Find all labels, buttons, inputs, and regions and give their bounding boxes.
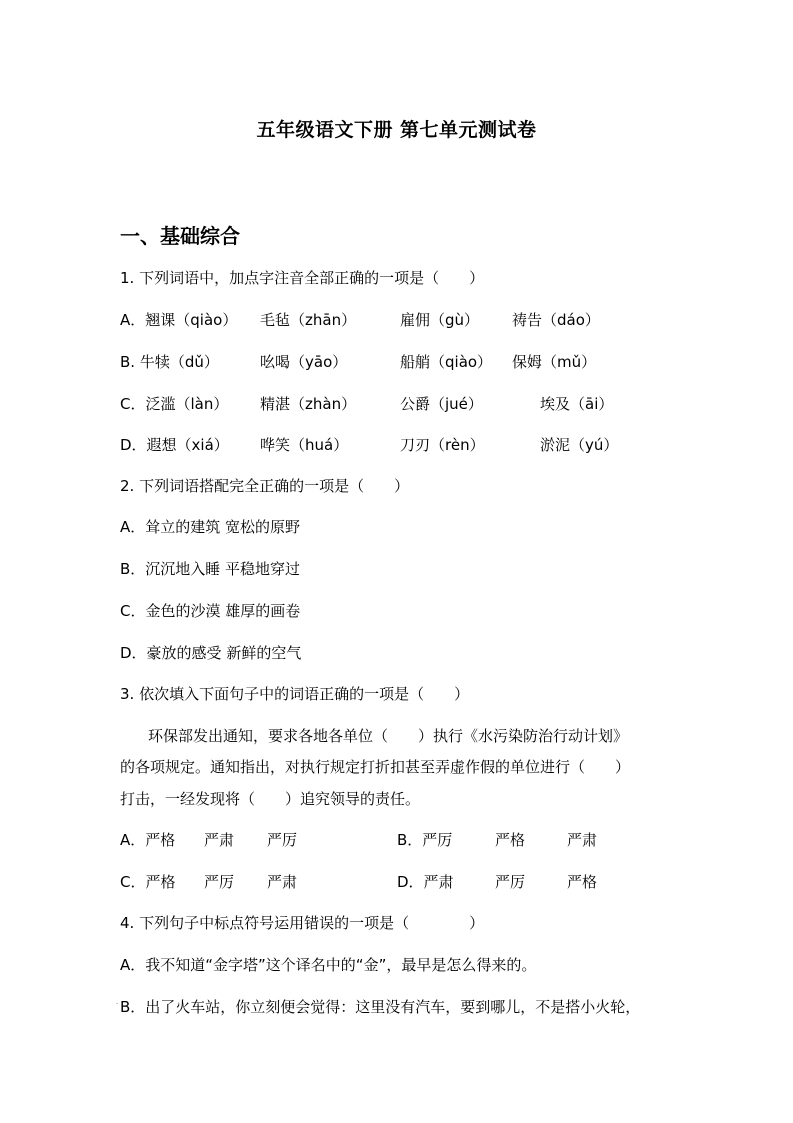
option-text: 埃及（āi） (540, 395, 614, 413)
option-text: 精湛（zhàn） (260, 395, 357, 413)
question-3-passage-line: 的各项规定。通知指出，对执行规定打折扣甚至弄虚作假的单位进行（ ） (120, 758, 631, 776)
question-1-row-c (120, 394, 720, 414)
question-2-option-c: C．金色的沙漠 雄厚的画卷 (120, 602, 301, 620)
question-4-option-a: A．我不知道“金字塔”这个译名中的“金”，最早是怎么得来的。 (120, 956, 537, 974)
question-1-row-b (120, 352, 720, 372)
option-text: D．遐想（xiá） (120, 436, 229, 454)
option-text: 保姆（mǔ） (512, 353, 597, 371)
question-3-row-cd (120, 872, 720, 892)
option-text: A．翘课（qiào） (120, 311, 238, 329)
question-3-passage-line: 打击，一经发现将（ ）追究领导的责任。 (120, 790, 421, 808)
option-text: B. 牛犊（dǔ） (120, 353, 219, 371)
bullet-mark: · (116, 1000, 119, 1008)
option-text: 严厉 (267, 831, 298, 849)
option-text: 公爵（jué） (400, 395, 483, 413)
question-2-option-b: B．沉沉地入睡 平稳地穿过 (120, 560, 301, 578)
option-text: D．严肃 (397, 873, 454, 891)
option-text: 毛毡（zhān） (260, 311, 357, 329)
option-text: 祷告（dáo） (512, 311, 600, 329)
question-2-stem: 2. 下列词语搭配完全正确的一项是（ ） (120, 477, 410, 495)
question-2-option-d: D．豪放的感受 新鲜的空气 (120, 644, 302, 662)
option-text: 严格 (567, 873, 598, 891)
option-text: 严肃 (267, 873, 298, 891)
option-text: 严厉 (495, 873, 526, 891)
option-text: A．严格 (120, 831, 176, 849)
option-text: 刀刃（rèn） (400, 436, 485, 454)
option-text: 雇佣（gù） (400, 311, 480, 329)
option-text: B．严厉 (397, 831, 453, 849)
option-text: C．泛滥（làn） (120, 395, 229, 413)
question-3-row-ab (120, 830, 720, 850)
question-1-row-d (120, 435, 720, 455)
page-title: 五年级语文下册 第七单元测试卷 (256, 119, 537, 141)
option-text: 严厉 (204, 873, 235, 891)
question-3-passage-line: 环保部发出通知，要求各地各单位（ ）执行《水污染防治行动计划》 (148, 727, 629, 745)
question-4-option-b: B．出了火车站，你立刻便会觉得：这里没有汽车，要到哪儿，不是搭小火轮， (120, 998, 641, 1016)
option-text: 严格 (495, 831, 526, 849)
question-4-stem: 4. 下列句子中标点符号运用错误的一项是（ ） (120, 914, 485, 932)
option-text: 淤泥（yú） (540, 436, 619, 454)
option-text: C．严格 (120, 873, 176, 891)
option-text: 哗笑（huá） (260, 436, 349, 454)
question-1-stem: 1. 下列词语中，加点字注音全部正确的一项是（ ） (120, 269, 485, 287)
section-heading: 一、基础综合 (120, 224, 240, 248)
option-text: 船艄（qiào） (400, 353, 493, 371)
option-text: 严肃 (567, 831, 598, 849)
question-3-stem: 3. 依次填入下面句子中的词语正确的一项是（ ） (120, 685, 470, 703)
question-2-option-a: A．耸立的建筑 宽松的原野 (120, 518, 301, 536)
option-text: 吆喝（yāo） (260, 353, 348, 371)
option-text: 严肃 (204, 831, 235, 849)
question-1-row-a (120, 310, 720, 330)
